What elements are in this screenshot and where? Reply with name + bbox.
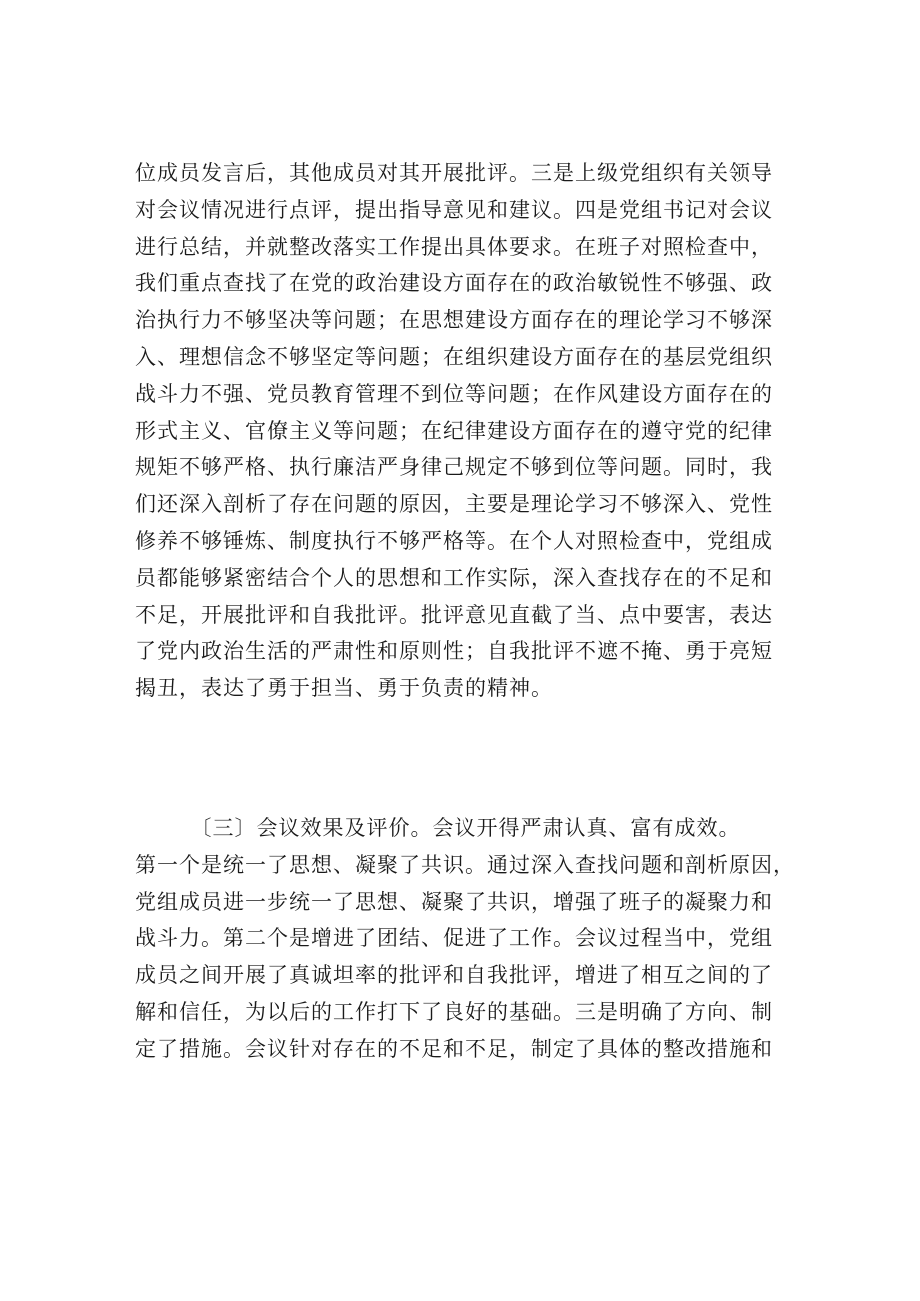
text-line: 了党内政治生活的严肃性和原则性；自我批评不遮不掩、勇于亮短: [135, 639, 773, 664]
text-line: 形式主义、官僚主义等问题；在纪律建设方面存在的遵守党的纪律: [135, 418, 773, 443]
text-line: 我们重点查找了在党的政治建设方面存在的政治敏锐性不够强、政: [135, 271, 773, 296]
text-line: 对会议情况进行点评，提出指导意见和建议。四是党组书记对会议: [135, 197, 773, 222]
text-line: 〔三〕会议效果及评价。会议开得严肃认真、富有成效。: [135, 816, 741, 840]
text-line: 们还深入剖析了存在问题的原因，主要是理论学习不够深入、党性: [135, 492, 773, 517]
text-line: 治执行力不够坚决等问题；在思想建设方面存在的理论学习不够深: [135, 308, 773, 333]
text-line: 党组成员进一步统一了思想、凝聚了共识，增强了班子的凝聚力和: [135, 889, 773, 914]
text-line: 定了措施。会议针对存在的不足和不足，制定了具体的整改措施和: [135, 1036, 773, 1061]
text-line: 不足，开展批评和自我批评。批评意见直截了当、点中要害，表达: [135, 602, 773, 627]
text-line: 战斗力不强、党员教育管理不到位等问题；在作风建设方面存在的: [135, 381, 773, 406]
text-line: 解和信任，为以后的工作打下了良好的基础。三是明确了方向、制: [135, 999, 773, 1024]
text-line: 入、理想信念不够坚定等问题；在组织建设方面存在的基层党组织: [135, 344, 773, 369]
text-line: 第一个是统一了思想、凝聚了共识。通过深入查找问题和剖析原因，: [135, 852, 795, 877]
text-line: 修养不够锤炼、制度执行不够严格等。在个人对照检查中，党组成: [135, 528, 773, 553]
paragraph-2: [135, 810, 795, 1068]
text-line: 成员之间开展了真诚坦率的批评和自我批评，增进了相互之间的了: [135, 963, 773, 988]
text-line: 规矩不够严格、执行廉洁严身律己规定不够到位等问题。同时，我: [135, 455, 773, 480]
text-line: 位成员发言后，其他成员对其开展批评。三是上级党组织有关领导: [135, 161, 773, 185]
text-line: 揭丑，表达了勇于担当、勇于负责的精神。: [135, 676, 553, 701]
text-line: 员都能够紧密结合个人的思想和工作实际，深入查找存在的不足和: [135, 565, 773, 590]
text-line: 战斗力。第二个是增进了团结、促进了工作。会议过程当中，党组: [135, 926, 773, 951]
text-line: 进行总结，并就整改落实工作提出具体要求。在班子对照检查中，: [135, 234, 773, 259]
paragraph-1: [135, 155, 795, 707]
